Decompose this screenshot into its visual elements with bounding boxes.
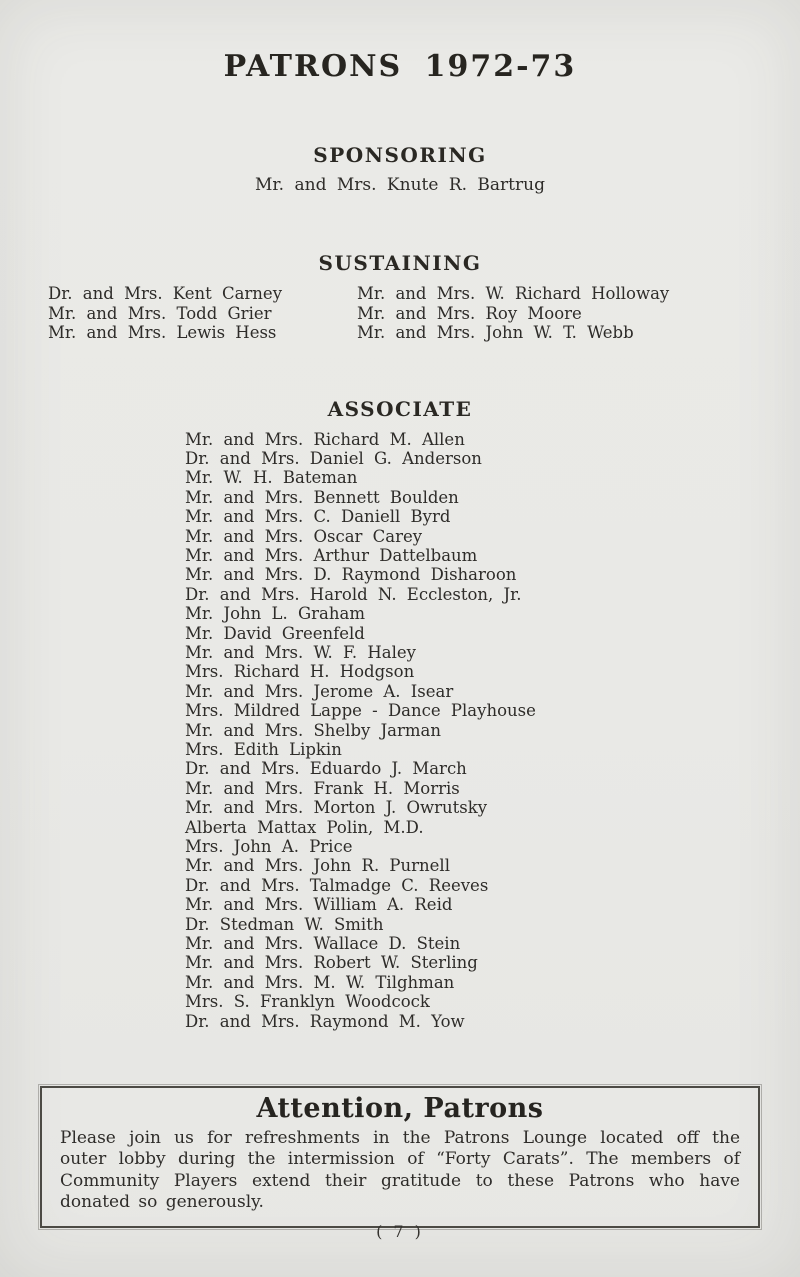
- sustaining-right-column: [357, 284, 800, 343]
- patron-name: Mr. and Mrs. Robert W. Sterling: [185, 953, 478, 973]
- patron-name: Mr. and Mrs. Richard M. Allen: [185, 429, 465, 449]
- patron-name: Dr. and Mrs. Eduardo J. March: [185, 759, 467, 779]
- notice-title: Attention, Patrons: [256, 1093, 544, 1124]
- patron-name: Mr. and Mrs. Knute R. Bartrug: [255, 175, 545, 195]
- patron-name: Mrs. S. Franklyn Woodcock: [185, 992, 430, 1012]
- patron-name: Mr. and Mrs. John W. T. Webb: [357, 323, 634, 342]
- patron-name: Dr. and Mrs. Kent Carney: [48, 284, 283, 303]
- patron-name: Dr. Stedman W. Smith: [185, 914, 384, 934]
- associate-section: [0, 397, 800, 1032]
- patron-name: Dr. and Mrs. Raymond M. Yow: [185, 1011, 465, 1031]
- sustaining-left-column: [0, 284, 357, 343]
- patron-name: Mrs. Richard H. Hodgson: [185, 662, 415, 682]
- patron-name: Mr. and Mrs. Oscar Carey: [185, 526, 423, 546]
- sustaining-heading: SUSTAINING: [318, 251, 482, 275]
- page-title: PATRONS 1972-73: [223, 49, 577, 84]
- associate-heading: ASSOCIATE: [327, 396, 473, 421]
- patron-name: Mr. and Mrs. Roy Moore: [357, 303, 582, 323]
- associate-name-list: [0, 430, 800, 1032]
- patron-name: Mr. and Mrs. Todd Grier: [48, 303, 272, 323]
- patron-name: Mr. and Mrs. W. Richard Holloway: [357, 284, 670, 303]
- patron-name: Mrs. Mildred Lappe - Dance Playhouse: [185, 701, 536, 721]
- patron-name: Mr. and Mrs. John R. Purnell: [185, 856, 450, 876]
- attention-notice-box: [40, 1086, 760, 1228]
- patron-name: Mrs. Edith Lipkin: [185, 740, 342, 759]
- patron-name: Alberta Mattax Polin, M.D.: [185, 817, 424, 837]
- patron-name: Dr. and Mrs. Talmadge C. Reeves: [185, 875, 489, 895]
- patron-name: Mr. and Mrs. D. Raymond Disharoon: [185, 565, 517, 585]
- sponsoring-section: [0, 143, 800, 195]
- patron-name: Mr. and Mrs. M. W. Tilghman: [185, 972, 455, 992]
- patron-name: Mr. W. H. Bateman: [185, 468, 358, 488]
- patron-name: Dr. and Mrs. Daniel G. Anderson: [185, 448, 482, 468]
- sustaining-columns: [0, 284, 800, 343]
- patron-name: Mrs. John A. Price: [185, 837, 353, 857]
- patron-name: Mr. and Mrs. W. F. Haley: [185, 642, 416, 662]
- sponsoring-heading: SPONSORING: [313, 143, 487, 167]
- patron-name: Mr. and Mrs. Lewis Hess: [48, 323, 277, 342]
- patron-name: Mr. and Mrs. Morton J. Owrutsky: [185, 798, 488, 818]
- patron-name: Mr. and Mrs. Wallace D. Stein: [185, 934, 461, 954]
- patron-name: Mr. and Mrs. Shelby Jarman: [185, 720, 442, 740]
- patron-name: Mr. John L. Graham: [185, 604, 365, 624]
- notice-body: Please join us for refreshments in the Patrons Lounge located off the outer lobby during the intermission of “Forty Carats”. The members of Community Players extend their gratitude to these Patrons who have donated so generously.: [60, 1128, 740, 1213]
- page-number: ( 7 ): [376, 1222, 424, 1241]
- sponsoring-name-list: [0, 175, 800, 195]
- patron-name: Mr. David Greenfeld: [185, 623, 365, 643]
- patron-name: Mr. and Mrs. Arthur Dattelbaum: [185, 545, 478, 565]
- patron-name: Mr. and Mrs. C. Daniell Byrd: [185, 507, 451, 527]
- patron-name: Mr. and Mrs. Jerome A. Isear: [185, 681, 454, 701]
- patron-name: Mr. and Mrs. Frank H. Morris: [185, 778, 460, 798]
- patron-name: Dr. and Mrs. Harold N. Eccleston, Jr.: [185, 584, 522, 604]
- patron-name: Mr. and Mrs. Bennett Boulden: [185, 487, 459, 507]
- patron-name: Mr. and Mrs. William A. Reid: [185, 895, 453, 915]
- sustaining-section: [0, 251, 800, 343]
